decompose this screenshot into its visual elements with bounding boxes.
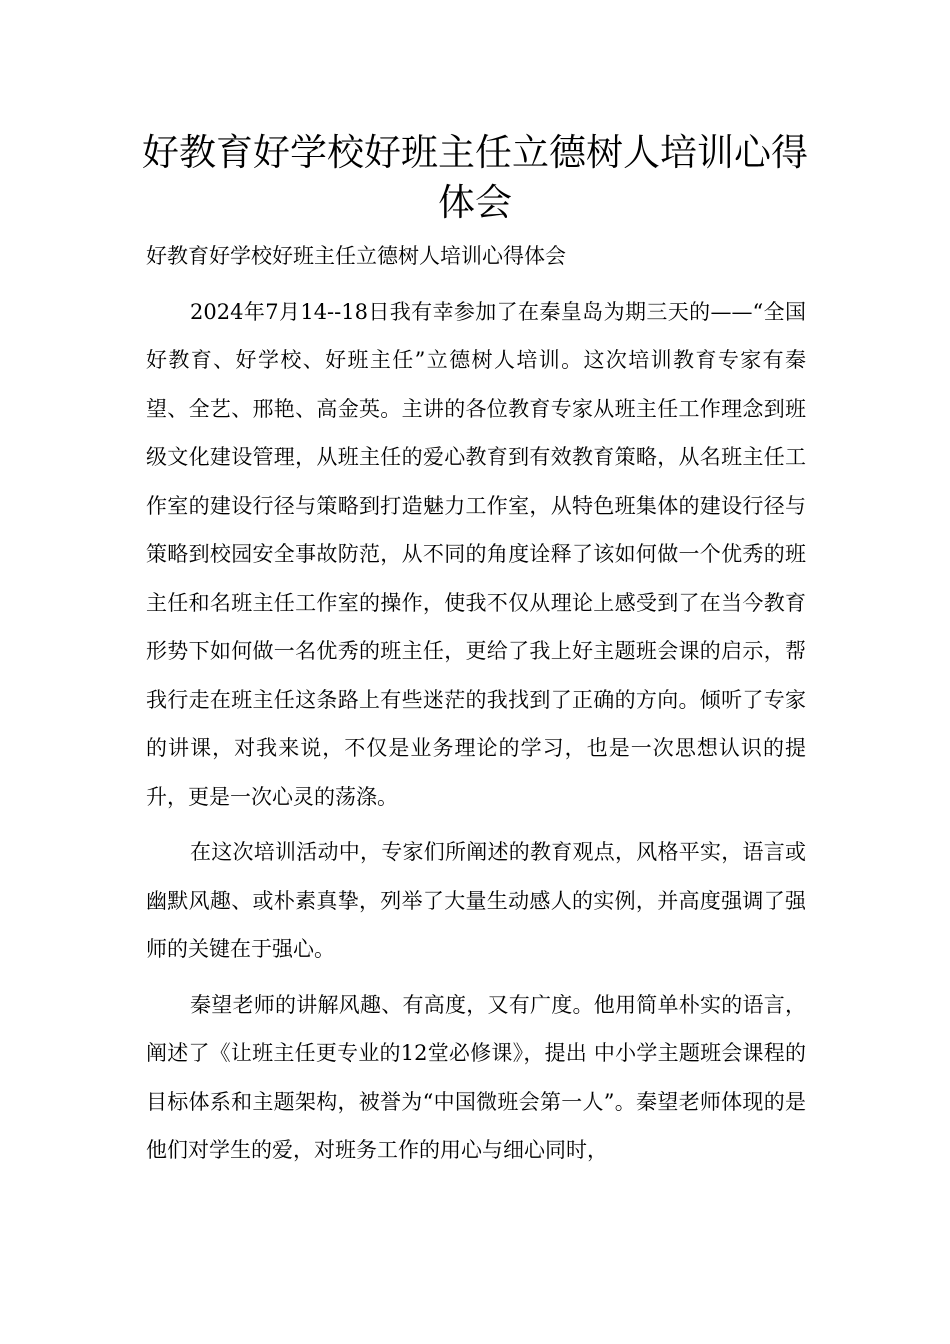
- document-body: [146, 232, 806, 1175]
- document-title: 好教育好学校好班主任立德树人培训心得体会: [142, 131, 808, 224]
- paragraph-1: 2024年7月14--18日我有幸参加了在秦皇岛为期三天的——“全国好教育、好学校、好班主任”立德树人培训。这次培训教育专家有秦望、全艺、邢艳、高金英。主讲的各位教育专家从班主任工作理念到班级文化建设管理，从班主任的爱心教育到有效教育策略，从名班主任工作室的建设行径与策略到打造魅力工作室，从特色班集体的建设行径与策略到校园安全事故防范，从不同的角度诠释了该如何做一个优秀的班主任和名班主任工作室的操作，使我不仅从理论上感受到了在当今教育形势下如何做一名优秀的班主任，更给了我上好主题班会课的启示，帮我行走在班主任这条路上有些迷茫的我找到了正确的方向。倾听了专家的讲课，对我来说，不仅是业务理论的学习，也是一次思想认识的提升，更是一次心灵的荡涤。: [146, 299, 806, 809]
- paragraph-3: 秦望老师的讲解风趣、有高度，又有广度。他用简单朴实的语言，阐述了《让班主任更专业的12堂必修课》，提出 中小学主题班会课程的目标体系和主题架构，被誉为“中国微班会第一人”。秦望老师体现的是他们对学生的爱，对班务工作的用心与细心同时，: [146, 992, 806, 1162]
- document-subtitle: 好教育好学校好班主任立德树人培训心得体会: [146, 244, 566, 268]
- paragraph-2: 在这次培训活动中，专家们所阐述的教育观点，风格平实，语言或幽默风趣、或朴素真挚，列举了大量生动感人的实例，并高度强调了强师的关键在于强心。: [146, 840, 806, 961]
